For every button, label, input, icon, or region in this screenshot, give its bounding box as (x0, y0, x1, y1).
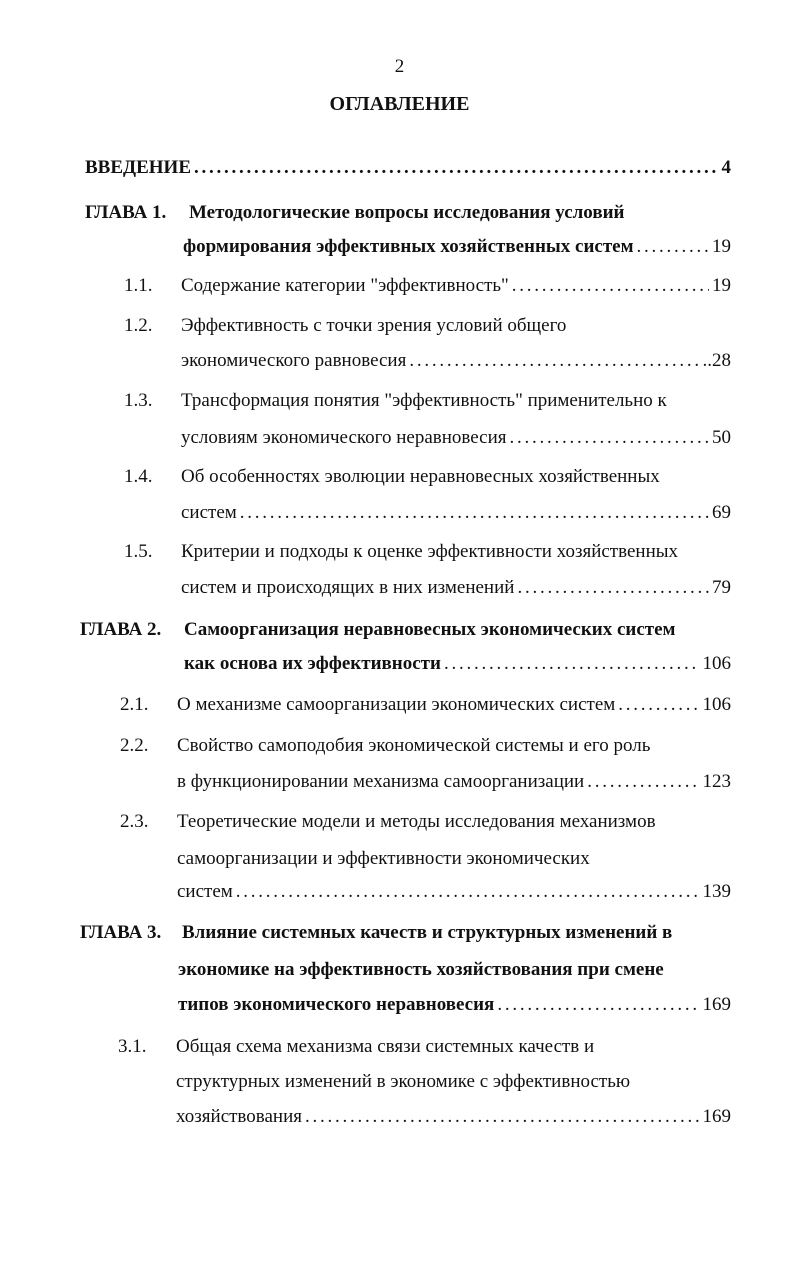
entry-text: систем (181, 502, 237, 523)
section-2-1 (177, 693, 731, 717)
entry-text: экономического равновесия (181, 350, 407, 371)
entry-text: в функционировании механизма самоорганизации (177, 771, 585, 792)
leader-dots (517, 576, 709, 600)
entry-text: формирования эффективных хозяйственных систем (183, 236, 634, 257)
section-1-2-number: 1.2. (124, 315, 153, 336)
section-2-2-number: 2.2. (120, 735, 149, 756)
entry-page: 79 (712, 577, 731, 598)
section-1-5-line1: Критерии и подходы к оценке эффективности хозяйственных (181, 541, 678, 562)
entry-page: 4 (721, 157, 731, 178)
entry-page: 106 (702, 694, 731, 715)
entry-page: 19 (712, 236, 731, 257)
entry-page: 123 (702, 771, 731, 792)
leader-dots (637, 235, 709, 259)
section-2-3-line2: самоорганизации и эффективности экономических (177, 848, 590, 869)
section-1-4-line2 (181, 501, 731, 525)
entry-page: ..28 (702, 350, 731, 371)
section-3-1-line2: структурных изменений в экономике с эффективностью (176, 1071, 631, 1092)
entry-text: условиям экономического неравновесия (181, 427, 507, 448)
section-1-4-number: 1.4. (124, 466, 153, 487)
section-1-4-line1: Об особенностях эволюции неравновесных хозяйственных (181, 466, 660, 487)
leader-dots (510, 426, 710, 450)
entry-page: 169 (702, 1106, 731, 1127)
section-1-3-line2 (181, 426, 731, 450)
chapter-3-title-line2: экономике на эффективность хозяйствования при смене (178, 959, 664, 980)
entry-page: 50 (712, 427, 731, 448)
section-3-1-line1: Общая схема механизма связи системных качеств и (176, 1036, 595, 1057)
leader-dots (444, 652, 700, 676)
leader-dots (497, 993, 699, 1017)
chapter-1-title-line2 (183, 235, 731, 259)
section-3-1-line3 (176, 1105, 731, 1129)
leader-dots (194, 156, 719, 180)
entry-text: хозяйствования (176, 1106, 302, 1127)
section-1-3-number: 1.3. (124, 390, 153, 411)
entry-page: 169 (702, 994, 731, 1015)
entry-text: систем (177, 881, 233, 902)
chapter-3-label: ГЛАВА 3. (80, 922, 162, 943)
entry-page: 106 (702, 653, 731, 674)
entry-page: 139 (702, 881, 731, 902)
section-1-5-number: 1.5. (124, 541, 153, 562)
page-title: ОГЛАВЛЕНИЕ (329, 93, 470, 115)
leader-dots (512, 274, 709, 298)
chapter-3-title-line1: Влияние системных качеств и структурных изменений в (182, 922, 673, 943)
section-3-1-number: 3.1. (118, 1036, 147, 1057)
leader-dots (236, 880, 700, 904)
entry-text: систем и происходящих в них изменений (181, 577, 515, 598)
section-2-2-line2 (177, 770, 731, 794)
section-2-3-line1: Теоретические модели и методы исследования механизмов (177, 811, 656, 832)
section-1-1 (181, 274, 731, 298)
entry-text: типов экономического неравновесия (178, 994, 495, 1015)
section-1-2-line1: Эффективность с точки зрения условий общего (181, 315, 567, 336)
leader-dots (409, 349, 699, 373)
chapter-2-title-line1: Самоорганизация неравновесных экономических систем (184, 619, 676, 640)
toc-entry-intro (85, 156, 731, 180)
entry-label: ВВЕДЕНИЕ (85, 157, 191, 178)
section-1-5-line2 (181, 576, 731, 600)
leader-dots (240, 501, 709, 525)
entry-text: Содержание категории "эффективность" (181, 275, 509, 296)
section-1-2-line2 (181, 349, 731, 373)
section-2-3-line3 (177, 880, 731, 904)
chapter-2-label: ГЛАВА 2. (80, 619, 162, 640)
chapter-1-label: ГЛАВА 1. (85, 202, 167, 223)
chapter-3-title-line3 (178, 993, 731, 1017)
chapter-2-title-line2 (184, 652, 731, 676)
section-2-2-line1: Свойство самоподобия экономической системы и его роль (177, 735, 651, 756)
leader-dots (618, 693, 699, 717)
entry-page: 69 (712, 502, 731, 523)
section-2-1-number: 2.1. (120, 694, 149, 715)
section-2-3-number: 2.3. (120, 811, 149, 832)
entry-page: 19 (712, 275, 731, 296)
chapter-1-title-line1: Методологические вопросы исследования условий (189, 202, 625, 223)
leader-dots (305, 1105, 700, 1129)
section-1-1-number: 1.1. (124, 275, 153, 296)
page-number: 2 (394, 56, 405, 77)
entry-text: как основа их эффективности (184, 653, 441, 674)
entry-text: О механизме самоорганизации экономических систем (177, 694, 616, 715)
section-1-3-line1: Трансформация понятия "эффективность" применительно к (181, 390, 667, 411)
leader-dots (587, 770, 699, 794)
